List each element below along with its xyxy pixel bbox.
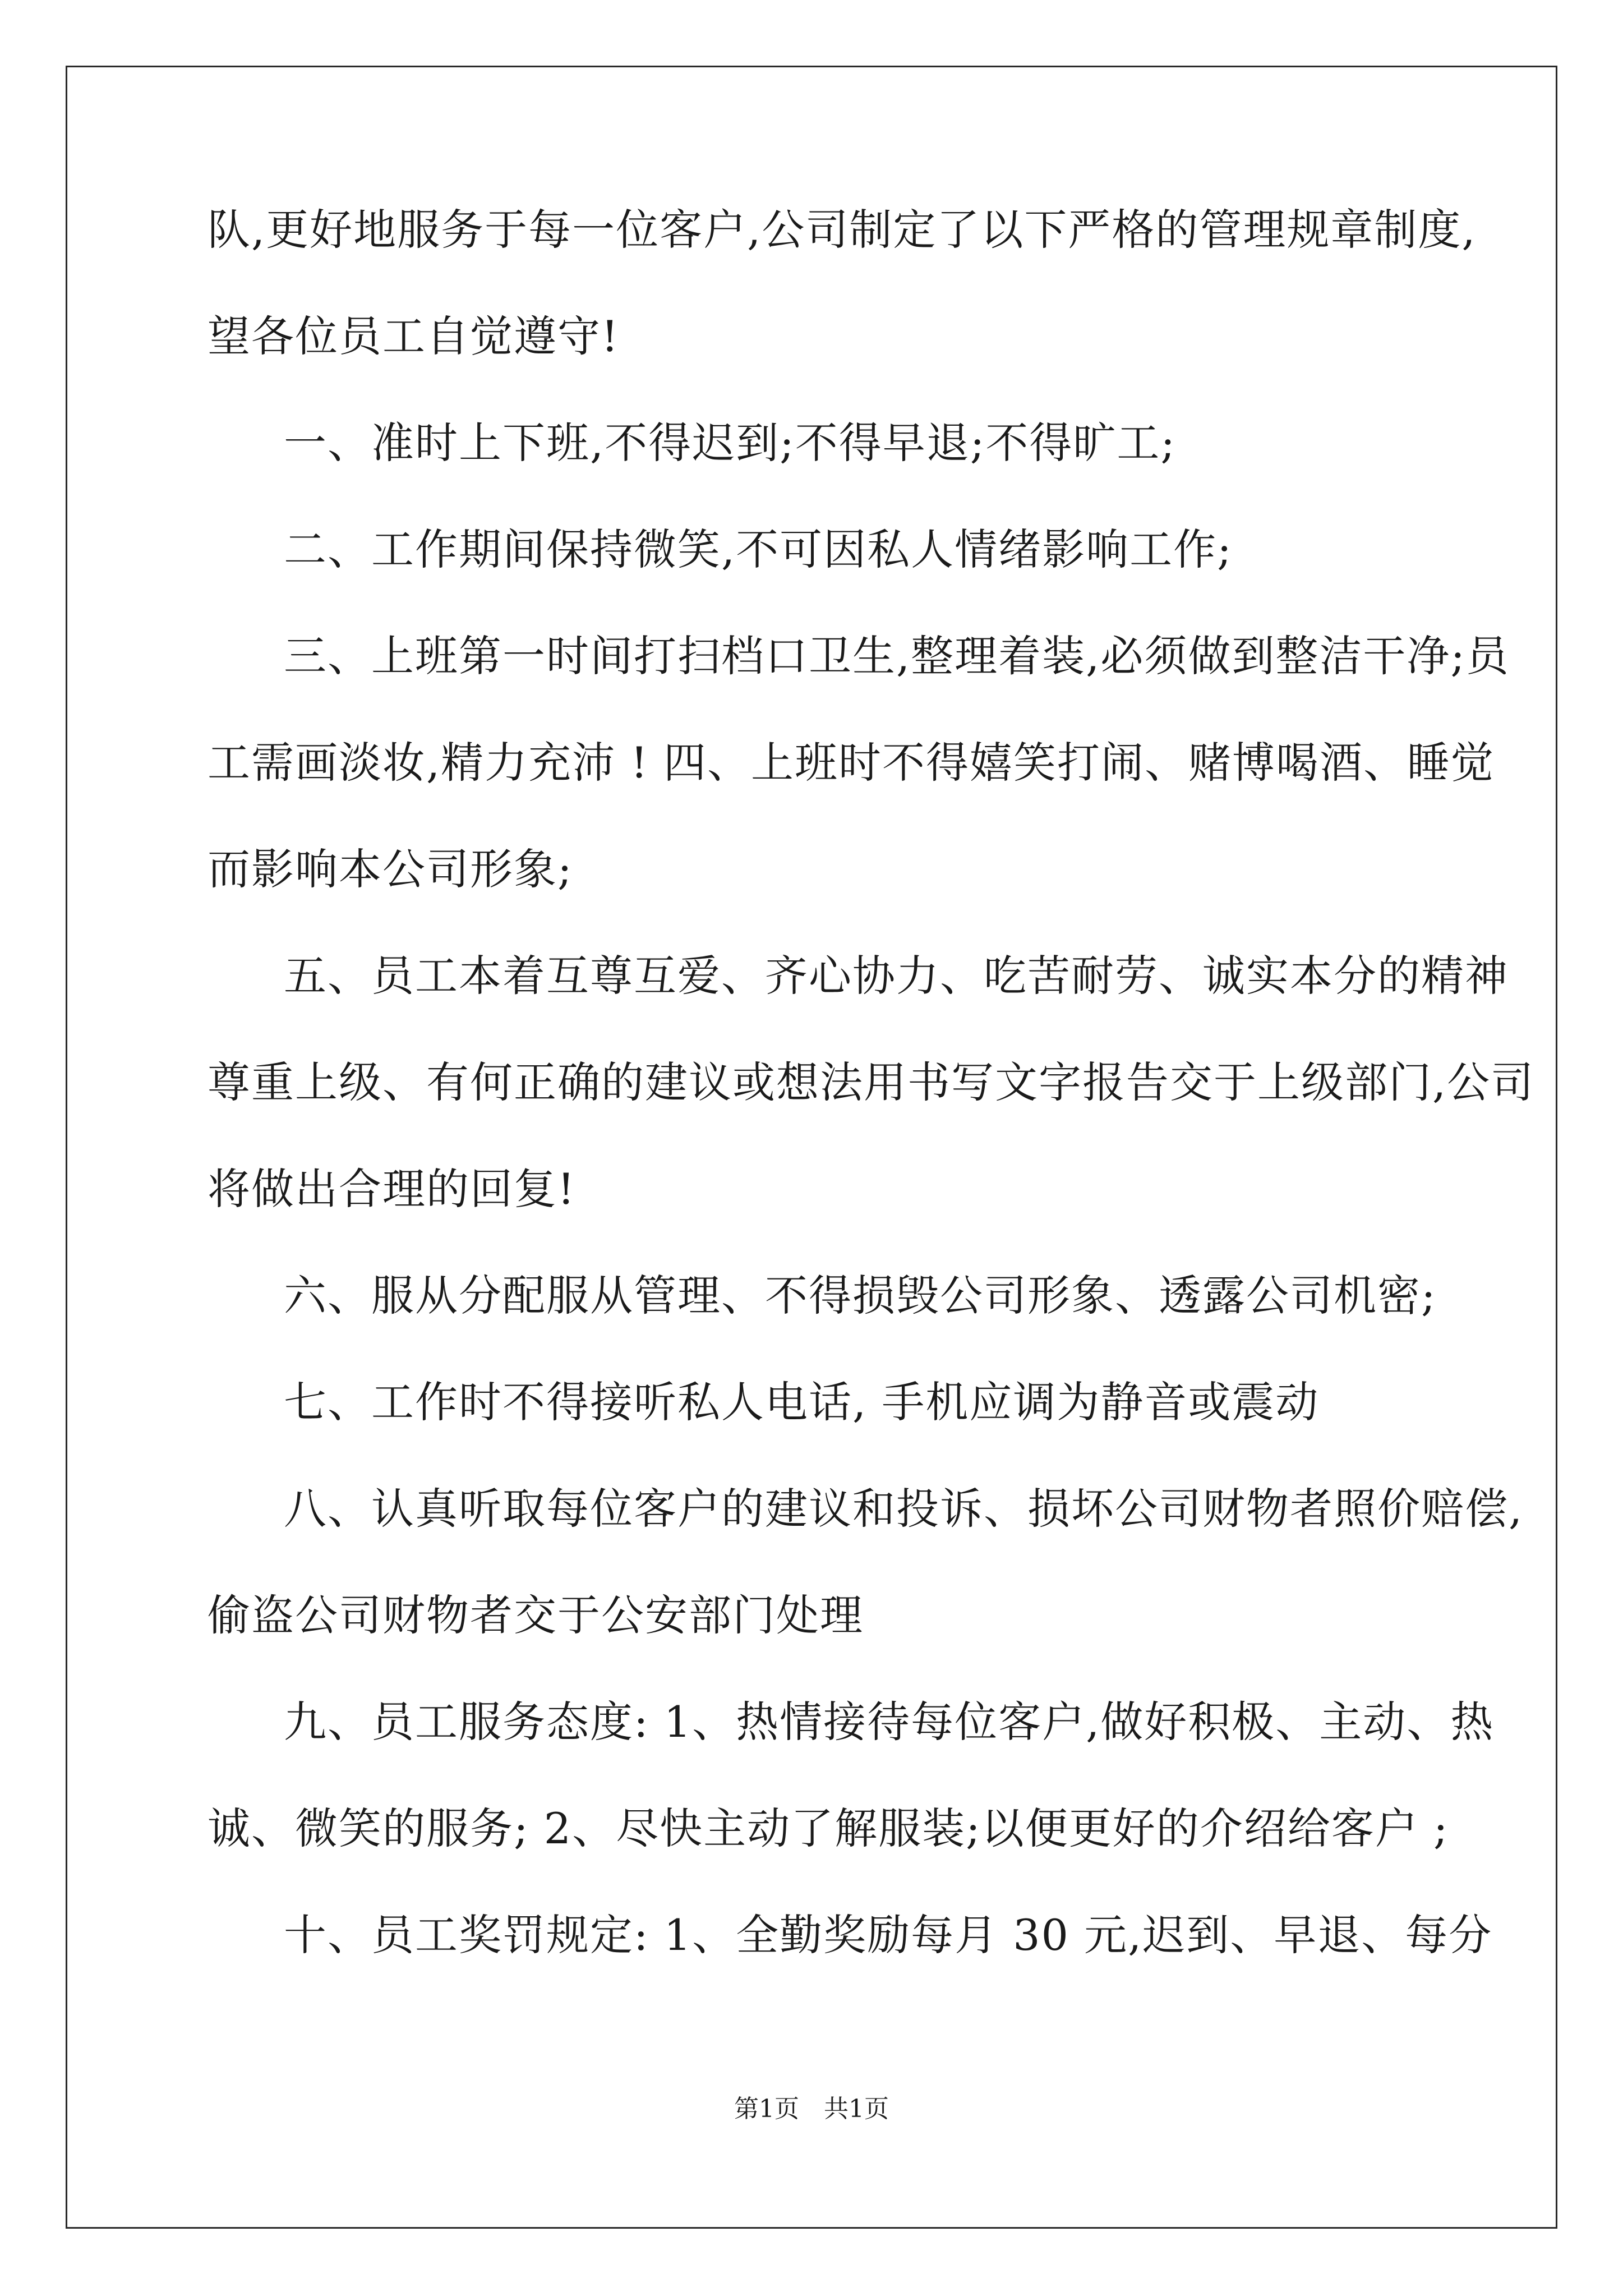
- text-line: 一、准时上下班,不得迟到;不得早退;不得旷工;: [284, 418, 1176, 468]
- text-line: 三、上班第一时间打扫档口卫生,整理着装,必须做到整洁干净;员: [284, 631, 1510, 681]
- text-line: 将做出合理的回复!: [208, 1164, 576, 1214]
- text-line: 九、员工服务态度: 1、热情接待每位客户,做好积极、主动、热: [284, 1697, 1495, 1747]
- text-line: 工需画淡妆,精力充沛 ! 四、上班时不得嬉笑打闹、赌博喝酒、睡觉: [208, 738, 1495, 788]
- text-line: 六、服从分配服从管理、不得损毁公司形象、透露公司机密;: [284, 1271, 1437, 1320]
- text-line: 望各位员工自觉遵守!: [208, 311, 620, 361]
- text-line: 偷盗公司财物者交于公安部门处理: [208, 1590, 864, 1640]
- text-line: 二、工作期间保持微笑,不可因私人情绪影响工作;: [284, 524, 1233, 574]
- text-line: 而影响本公司形象;: [208, 844, 573, 894]
- text-line: 十、员工奖罚规定: 1、全勤奖励每月 30 元,迟到、早退、每分: [284, 1910, 1493, 1960]
- text-line: 诚、微笑的服务; 2、尽快主动了解服装;以便更好的介绍给客户 ;: [208, 1803, 1449, 1853]
- text-line: 八、认真听取每位客户的建议和投诉、损坏公司财物者照价赔偿,: [284, 1484, 1524, 1534]
- page-number-footer: 第1页 共1页: [734, 2095, 889, 2123]
- text-line: 尊重上级、有何正确的建议或想法用书写文字报告交于上级部门,公司: [208, 1057, 1535, 1107]
- text-line: 七、工作时不得接听私人电话, 手机应调为静音或震动: [284, 1377, 1320, 1427]
- text-line: 队,更好地服务于每一位客户,公司制定了以下严格的管理规章制度,: [208, 205, 1477, 255]
- text-line: 五、员工本着互尊互爱、齐心协力、吃苦耐劳、诚实本分的精神: [284, 951, 1509, 1001]
